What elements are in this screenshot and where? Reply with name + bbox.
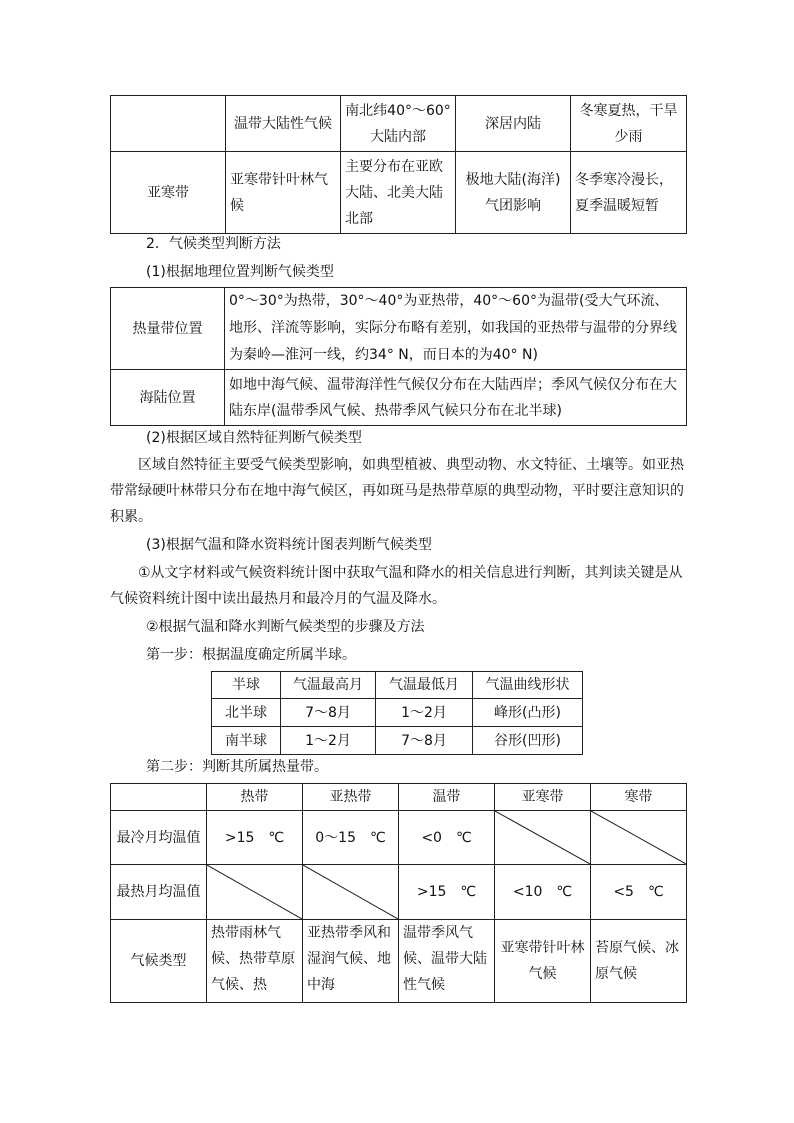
diagonal-empty-cell [591, 811, 687, 865]
location-table [110, 287, 687, 426]
row-label: 气候类型 [111, 920, 207, 1003]
step-text: 第二步：判断其所属热量带。 [146, 759, 328, 775]
cell-text: 如地中海气候、温带海洋性气候仅分布在大陆西岸；季风气候仅分布在大陆东岸(温带季风气候、热带季风气候只分布在北半球) [225, 370, 687, 426]
table-cell: 亚热带季风和湿润气候、地中海 [303, 920, 399, 1003]
paragraph: 区域自然特征主要受气候类型影响，如典型植被、典型动物、水文特征、土壤等。如亚热带常绿硬叶林带只分布在地中海气候区，再如斑马是热带草原的典型动物，平时要注意知识的积累。 [110, 457, 684, 525]
table-cell: 7～8月 [376, 727, 473, 755]
row-label: 最冷月均温值 [111, 811, 207, 865]
cell-climate-name: 温带大陆性气候 [226, 96, 341, 152]
subsection-title: (1)根据地理位置判断气候类型 [146, 264, 334, 280]
section-title: 2．气候类型判断方法 [146, 236, 281, 252]
cell-distribution: 南北纬40°～60°大陆内部 [341, 96, 456, 152]
row-label: 最热月均温值 [111, 865, 207, 920]
paragraph: ①从文字材料或气候资料统计图中获取气温和降水的相关信息进行判断，其判读关键是从气候资料统计图中读出最热月和最冷月的气温及降水。 [110, 565, 683, 607]
header-cell: 气温最高月 [281, 672, 376, 699]
cell-feature: 冬季寒冷漫长，夏季温暖短暂 [571, 152, 687, 234]
diagonal-empty-cell [303, 865, 399, 920]
diagonal-empty-cell [207, 865, 303, 920]
header-cell: 亚寒带 [495, 784, 591, 811]
table-cell: <10 ℃ [495, 865, 591, 920]
cell-cause: 深居内陆 [456, 96, 571, 152]
header-cell: 气温曲线形状 [473, 672, 583, 699]
paragraph: ②根据气温和降水判断气候类型的步骤及方法 [146, 619, 425, 635]
thermal-zone-table [110, 783, 687, 1003]
table-cell: 谷形(凹形) [473, 727, 583, 755]
header-cell: 温带 [399, 784, 495, 811]
cell-text: 0°～30°为热带，30°～40°为亚热带，40°～60°为温带(受大气环流、地形、洋流等影响，实际分布略有差别，如我国的亚热带与温带的分界线为秦岭—淮河一线，约34° N，而日本的为40° N) [225, 288, 687, 370]
cell-zone-empty [111, 96, 226, 152]
diagonal-empty-cell [495, 811, 591, 865]
table-cell: >15 ℃ [399, 865, 495, 920]
table-cell: <0 ℃ [399, 811, 495, 865]
table-cell: 1～2月 [281, 727, 376, 755]
cell-feature: 冬寒夏热，干旱少雨 [571, 96, 687, 152]
header-cell: 气温最低月 [376, 672, 473, 699]
table-cell: >15 ℃ [207, 811, 303, 865]
cell-distribution: 主要分布在亚欧大陆、北美大陆北部 [341, 152, 456, 234]
cell-climate-name: 亚寒带针叶林气候 [226, 152, 341, 234]
table-cell: 峰形(凸形) [473, 699, 583, 727]
cell-label: 海陆位置 [111, 370, 225, 426]
table-cell: 苔原气候、冰原气候 [591, 920, 687, 1003]
header-cell: 寒带 [591, 784, 687, 811]
hemisphere-table [211, 671, 583, 755]
table-cell: 北半球 [212, 699, 281, 727]
table-cell: 0～15 ℃ [303, 811, 399, 865]
header-cell: 亚热带 [303, 784, 399, 811]
table-cell: 1～2月 [376, 699, 473, 727]
table-cell: 南半球 [212, 727, 281, 755]
step-text: 第一步：根据温度确定所属半球。 [146, 647, 356, 663]
cell-zone: 亚寒带 [111, 152, 226, 234]
subsection-title: (3)根据气温和降水资料统计图表判断气候类型 [146, 537, 432, 553]
subsection-title: (2)根据区域自然特征判断气候类型 [146, 430, 362, 446]
header-cell: 热带 [207, 784, 303, 811]
table-cell: 7～8月 [281, 699, 376, 727]
cell-cause: 极地大陆(海洋)气团影响 [456, 152, 571, 234]
table-cell: 温带季风气候、温带大陆性气候 [399, 920, 495, 1003]
header-cell [111, 784, 207, 811]
cell-label: 热量带位置 [111, 288, 225, 370]
table-cell: 亚寒带针叶林气候 [495, 920, 591, 1003]
table-cell: 热带雨林气候、热带草原气候、热 [207, 920, 303, 1003]
header-cell: 半球 [212, 672, 281, 699]
table-cell: <5 ℃ [591, 865, 687, 920]
climate-table-top [110, 95, 687, 234]
